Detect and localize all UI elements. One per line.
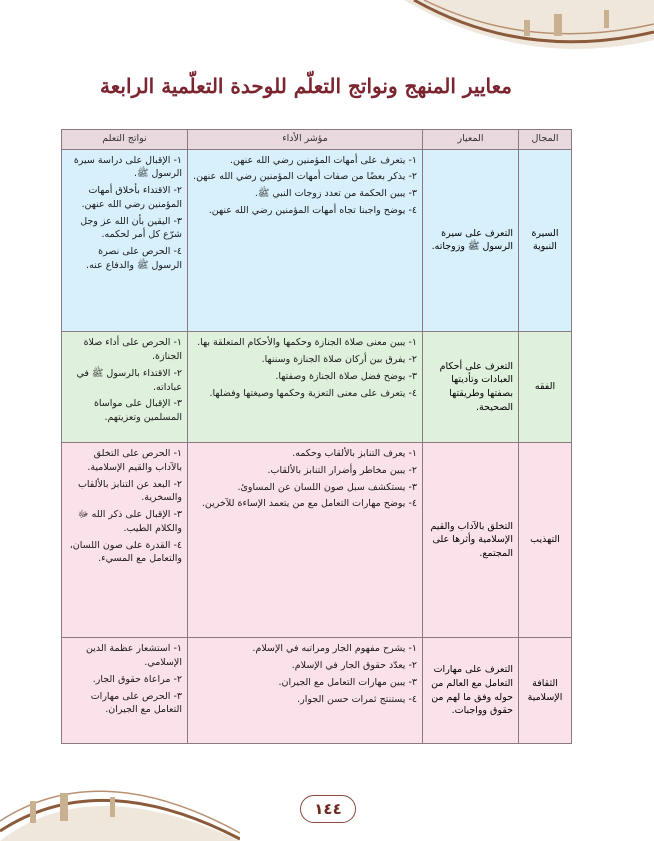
cell-field: الفقه xyxy=(519,332,572,443)
indicator-item: ١- يتعرف على أمهات المؤمنين رضي الله عنهن. xyxy=(229,154,417,166)
table-row-seerah xyxy=(62,149,572,332)
outcome-item: ١- استشعار عظمة الدين الإسلامي. xyxy=(85,643,182,668)
outcome-item: ٣- الحرص على مهارات التعامل مع الجيران. xyxy=(90,690,182,716)
cell-standard: التعرف على مهارات التعامل مع العالم من حوله وفق ما لهم من حقوق وواجبات. xyxy=(423,638,519,744)
header-outcomes: نواتج التعلم xyxy=(62,130,188,150)
standards-table xyxy=(61,129,572,744)
cell-indicators xyxy=(188,443,423,638)
outcome-item: ٣- اليقين بأن الله عز وجل شرّع كل أمر لحكمه. xyxy=(80,215,182,241)
outcome-item: ٤- القدرة على صون اللسان، والتعامل مع المسيء. xyxy=(69,539,182,565)
outcome-item: ١- الإقبال على دراسة سيرة الرسول ﷺ. xyxy=(73,154,182,180)
cell-outcomes xyxy=(62,149,188,332)
table-row-fiqh xyxy=(62,332,572,443)
cell-indicators xyxy=(188,332,423,443)
table-row-tahdheeb xyxy=(62,443,572,638)
cell-outcomes xyxy=(62,443,188,638)
bottom-ornament xyxy=(0,771,240,841)
indicator-item: ٣- يبين مهارات التعامل مع الجيران. xyxy=(278,676,417,688)
indicator-item: ١- يبين معنى صلاة الجنازة وحكمها والأحكام المتعلقة بها. xyxy=(197,337,417,349)
cell-indicators xyxy=(188,638,423,744)
outcome-item: ٢- البعد عن التنابز بالألقاب والسخرية. xyxy=(77,478,182,504)
indicator-item: ١- يشرح مفهوم الجار ومراتبه في الإسلام. xyxy=(252,643,417,655)
table-header-row xyxy=(62,130,572,150)
header-indicator: مؤشر الأداء xyxy=(188,130,423,150)
cell-field: السيرة النبوية xyxy=(519,149,572,332)
indicator-item: ٤- يوضح مهارات التعامل مع من يتعمد الإساءة للآخرين. xyxy=(201,498,417,510)
page-number: ١٤٤ xyxy=(300,795,356,823)
outcome-item: ٢- مراعاة حقوق الجار. xyxy=(92,673,182,685)
outcome-item: ٢- الاقتداء بالرسول ﷺ في عباداته. xyxy=(76,367,182,393)
cell-outcomes xyxy=(62,638,188,744)
cell-indicators xyxy=(188,149,423,332)
indicator-item: ٤- يتعرف على معنى التعزية وحكمها وصيغتها وفضلها. xyxy=(209,387,417,399)
outcome-item: ١- الحرص على أداء صلاة الجنازة. xyxy=(83,337,182,363)
cell-field: الثقافة الإسلامية xyxy=(519,638,572,744)
indicator-item: ١- يعرف التنابز بالألقاب وحكمه. xyxy=(292,448,417,460)
header-standard: المعيار xyxy=(423,130,519,150)
outcome-item: ٣- الإقبال على مواساة المسلمين وتعزيتهم. xyxy=(93,398,182,424)
cell-outcomes xyxy=(62,332,188,443)
indicator-item: ٣- يبين الحكمة من تعدد زوجات النبي ﷺ. xyxy=(254,188,417,200)
header-field: المجال xyxy=(519,130,572,150)
cell-field: التهذيب xyxy=(519,443,572,638)
indicator-item: ٤- يستنتج ثمرات حسن الجوار. xyxy=(297,693,417,705)
cell-standard: التعرف على سيرة الرسول ﷺ وزوجاته. xyxy=(423,149,519,332)
indicator-item: ٢- يعدّد حقوق الجار في الإسلام. xyxy=(291,659,417,671)
outcome-item: ٣- الإقبال على ذكر الله ﷻ والكلام الطيب. xyxy=(77,509,182,534)
indicator-item: ٢- يذكر بعضًا من صفات أمهات المؤمنين رضي الله عنهن. xyxy=(193,171,417,183)
indicator-item: ٣- يستكشف سبل صون اللسان عن المساوئ. xyxy=(237,481,417,493)
cell-standard: التخلق بالآداب والقيم الإسلامية وأثرها على المجتمع. xyxy=(423,443,519,638)
outcome-item: ٢- الاقتداء بأخلاق أمهات المؤمنين رضي الله عنهن. xyxy=(81,185,182,210)
indicator-item: ٤- يوضح واجبنا تجاه أمهات المؤمنين رضي الله عنهن. xyxy=(208,204,417,216)
outcome-item: ١- الحرص على التخلق بالآداب والقيم الإسلامية. xyxy=(87,448,182,473)
indicator-item: ٢- يبين مخاطر وأضرار التنابز بالألقاب. xyxy=(267,464,417,476)
top-ornament xyxy=(404,0,654,60)
outcome-item: ٤- الحرص على نصرة الرسول ﷺ والدفاع عنه. xyxy=(86,246,182,271)
indicator-item: ٢- يفرق بين أركان صلاة الجنازة وسننها. xyxy=(261,354,417,366)
indicator-item: ٣- يوضح فضل صلاة الجنازة وصفتها. xyxy=(275,370,417,382)
page-title: معايير المنهج ونواتج التعلّم للوحدة التعلّمية الرابعة xyxy=(100,74,512,98)
cell-standard: التعرف على أحكام العبادات وتأديتها بصفتها وطريقتها الصحيحة. xyxy=(423,332,519,443)
table-row-thaqafa xyxy=(62,638,572,744)
